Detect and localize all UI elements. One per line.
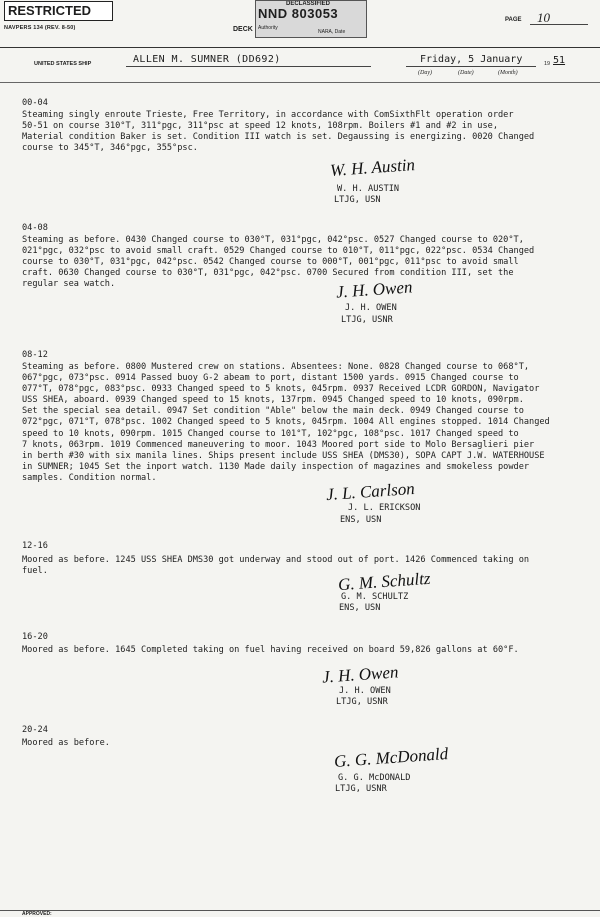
declassified-label: DECLASSIFIED — [286, 1, 331, 7]
year: 51 — [553, 55, 566, 66]
log-entry-text: Steaming singly enroute Trieste, Free Territory, in accordance with ComSixthFlt operation order 50-51 on course 310°T, 311°pgc, 311°psc at speed 12 knots, 108rpm. Boilers #1 and #2 in use, Material condition Baker is set. Condition III watch is set. Degaussing is energizing. 0020 Changed course to 345°T, 346°pgc, 355°psc. — [22, 110, 535, 154]
section-rule — [0, 82, 600, 83]
signer-name: J. H. OWEN — [345, 303, 397, 313]
month-label: (Month) — [498, 70, 518, 76]
signer-rank: LTJG, USNR — [336, 697, 388, 707]
watch-period: 04-08 — [22, 223, 48, 233]
log-entry-text: Steaming as before. 0800 Mustered crew on stations. Absentees: None. 0828 Changed course to 068°T, 067°pgc, 073°psc. 0914 Passed buoy G-2 abeam to port, distant 1500 yards. 0915 Changed course to 077°T, 078°pgc, 083°psc. 0933 Changed speed to 5 knots, 045rpm. 0937 Received LCDR GORDON, Navigator USS SHEA, aboard. 0939 Changed speed to 15 knots, 137rpm. 0945 Changed speed to 10 knots, 090rpm. Set the special sea detail. 0947 Set condition "Able" below the main deck. 0949 Changed course to 072°pgc, 071°T, 078°psc. 1002 Changed speed to 5 knots, 045rpm. 1004 All engines stopped. 1014 Changed speed to 10 knots, 090rpm. 1015 Changed course to 101°T, 102°pgc, 108°psc. 1017 Changed speed to 7 knots, 063rpm. 1019 Commenced maneuvering to moor. 1043 Moored port side to Molo Bersaglieri pier in berth #30 with six manila lines. Ships present include USS SHEA (DMS30), SOPA CAPT J.W. WATERHOUSE in SUMNER; 1045 Set the inport watch. 1130 Made daily inspection of magazines and smokeless powder samples. Condition normal. — [22, 362, 550, 483]
signature-handwritten: J. H. Owen — [321, 662, 400, 687]
header-rule — [0, 47, 600, 48]
signer-name: W. H. AUSTIN — [337, 184, 400, 194]
date-line — [406, 66, 536, 67]
signer-name: G. M. SCHULTZ — [341, 592, 409, 602]
watch-period: 12-16 — [22, 541, 48, 551]
ship-label: UNITED STATES SHIP — [34, 61, 92, 67]
signer-name: J. H. OWEN — [339, 686, 391, 696]
signer-rank: LTJG, USNR — [341, 315, 393, 325]
ship-name: ALLEN M. SUMNER (DD692) — [133, 54, 281, 65]
deck-label: DECK — [233, 26, 253, 33]
page-number: 10 — [537, 10, 550, 25]
signer-name: G. G. McDONALD — [338, 773, 411, 783]
classification-banner: RESTRICTED — [4, 1, 113, 21]
form-id: NAVPERS 134 (REV. 8-50) — [4, 25, 76, 31]
signer-rank: ENS, USN — [339, 603, 381, 613]
signature-handwritten: J. L. Carlson — [325, 478, 416, 505]
log-entry-text: Moored as before. 1245 USS SHEA DMS30 got underway and stood out of port. 1426 Commenced taking on fuel. — [22, 555, 530, 577]
authority-number: NND 803053 — [258, 6, 339, 21]
watch-period: 16-20 — [22, 632, 48, 642]
log-entry-text: Moored as before. 1645 Completed taking on fuel having received on board 59,826 gallons at 60°F. — [22, 645, 519, 655]
year-prefix: 19 — [544, 61, 551, 67]
declassified-stamp — [255, 0, 367, 38]
log-date: Friday, 5 January — [420, 54, 523, 65]
watch-period: 00-04 — [22, 98, 48, 108]
log-entry-text: Moored as before. — [22, 738, 110, 748]
authority-label: Authority — [258, 25, 278, 31]
nara-date: NARA, Date — [318, 29, 346, 35]
signer-rank: LTJG, USN — [334, 195, 381, 205]
log-entry-text: Steaming as before. 0430 Changed course to 030°T, 031°pgc, 042°psc. 0527 Changed course to 020°T, 021°pgc, 032°psc to avoid small craft. 0529 Changed course to 010°T, 011°pgc, 022°psc. 0534 Changed course to 030°T, 031°pgc, 042°psc. 0542 Changed course to 000°T, 001°pgc, 011°psc to avoid small craft. 0630 Changed course to 030°T, 031°pgc, 042°psc. 0700 Secured from condition III, set the regular sea watch. — [22, 235, 535, 290]
ship-name-line — [126, 66, 371, 67]
signer-name: J. L. ERICKSON — [348, 503, 421, 513]
page-number-line — [530, 24, 588, 25]
signature-handwritten: W. H. Austin — [329, 155, 416, 180]
watch-period: 20-24 — [22, 725, 48, 735]
signature-handwritten: G. M. Schultz — [337, 568, 432, 595]
date-label: (Date) — [458, 70, 474, 76]
approved-label: APPROVED: — [22, 911, 52, 917]
day-label: (Day) — [418, 70, 432, 76]
signer-rank: LTJG, USNR — [335, 784, 387, 794]
signature-handwritten: J. H. Owen — [335, 277, 414, 302]
footer-rule — [0, 910, 600, 911]
signer-rank: ENS, USN — [340, 515, 382, 525]
signature-handwritten: G. G. McDonald — [333, 744, 449, 771]
page-label: PAGE — [505, 17, 522, 23]
watch-period: 08-12 — [22, 350, 48, 360]
